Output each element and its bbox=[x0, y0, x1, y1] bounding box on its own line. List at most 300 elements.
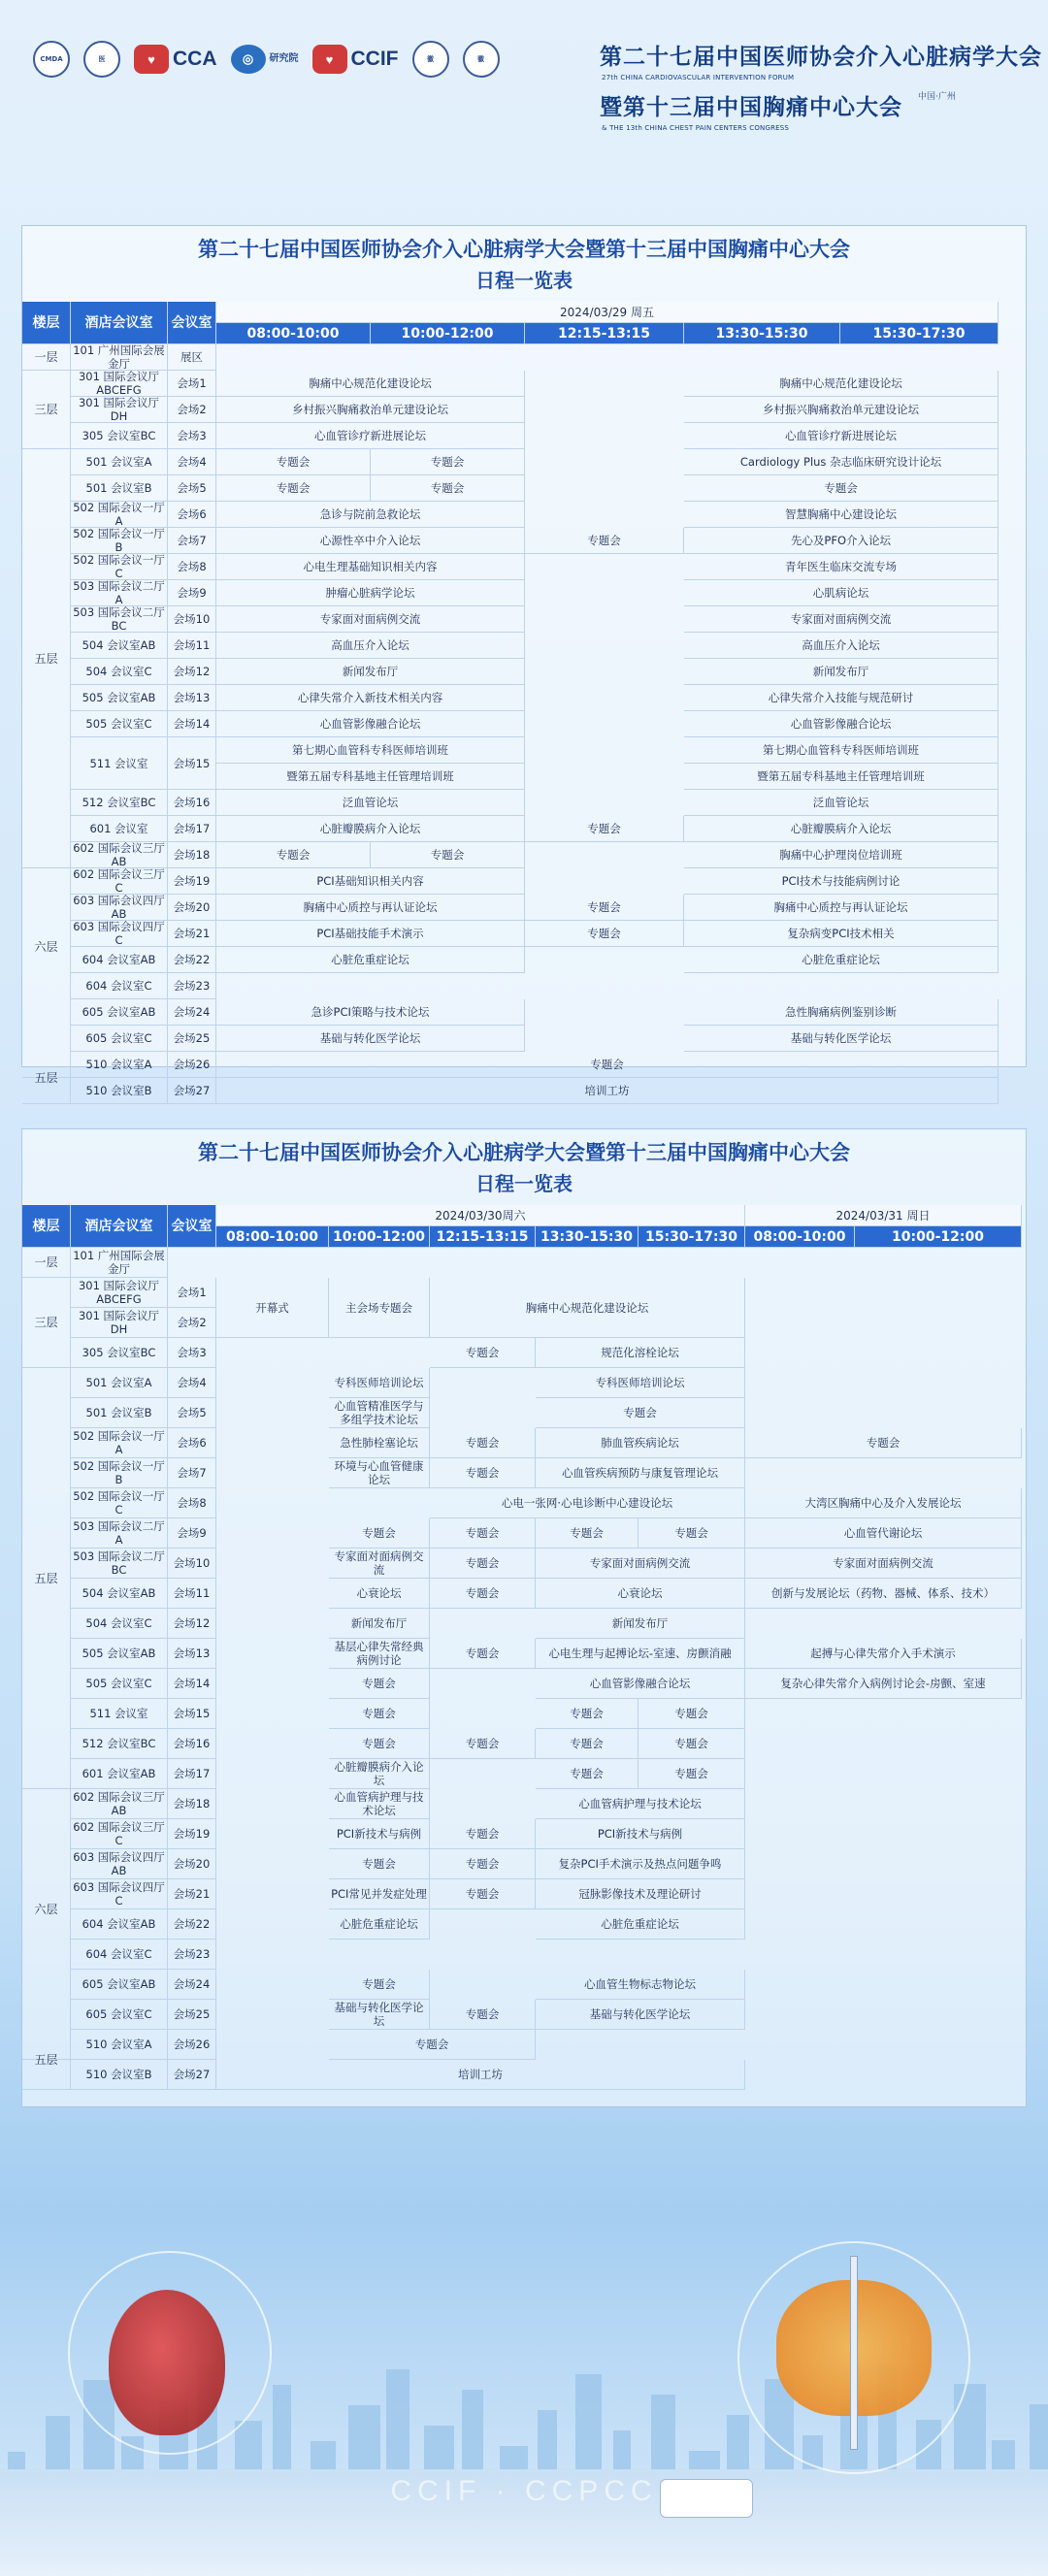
schedule-cell: 专题会 bbox=[329, 2030, 536, 2060]
schedule-cell: 心血管诊疗新进展论坛 bbox=[216, 423, 525, 449]
schedule-cell: 专题会 bbox=[745, 1428, 1022, 1458]
schedule-cell: 603 国际会议四厅AB bbox=[71, 895, 168, 921]
schedule-cell: 502 国际会议一厅C bbox=[71, 1488, 168, 1518]
schedule-cell: 心血管影像融合论坛 bbox=[536, 1669, 745, 1699]
floor-cell: 三层 bbox=[22, 371, 71, 449]
schedule-cell: 心血管诊疗新进展论坛 bbox=[684, 423, 999, 449]
schedule-cell: 专题会 bbox=[639, 1518, 745, 1549]
heart-illustration bbox=[109, 2290, 225, 2435]
schedule-cell: 心脏危重症论坛 bbox=[536, 1909, 745, 1940]
schedule-cell: 专题会 bbox=[329, 1970, 430, 2000]
schedule-cell: PCI基础知识相关内容 bbox=[216, 868, 525, 895]
schedule-cell: 展区 bbox=[168, 344, 216, 371]
schedule-cell: 暨第五届专科基地主任管理培训班 bbox=[684, 764, 999, 790]
floor-cell: 五层 bbox=[22, 1368, 71, 1789]
schedule-cell: 502 国际会议一厅B bbox=[71, 528, 168, 554]
footer-illustration bbox=[0, 2164, 1048, 2576]
schedule-cell: 604 会议室C bbox=[71, 1940, 168, 1970]
schedule-cell: 专题会 bbox=[216, 1052, 999, 1078]
schedule-cell: 501 会议室A bbox=[71, 1368, 168, 1398]
schedule-cell: 605 会议室AB bbox=[71, 999, 168, 1026]
schedule-cell: 复杂PCI手术演示及热点问题争鸣 bbox=[536, 1849, 745, 1879]
header-cell: 会议室 bbox=[168, 1205, 216, 1248]
schedule-cell: 会场27 bbox=[168, 1078, 216, 1104]
schedule-cell: 心血管疾病预防与康复管理论坛 bbox=[536, 1458, 745, 1488]
schedule-cell: 会场4 bbox=[168, 1368, 216, 1398]
floor-cell: 一层 bbox=[22, 1248, 71, 1278]
schedule-cell: 专题会 bbox=[430, 1879, 536, 1909]
schedule-cell: 专题会 bbox=[536, 1729, 639, 1759]
floor-cell: 五层 bbox=[22, 2030, 71, 2090]
schedule-cell: 专题会 bbox=[536, 1759, 639, 1789]
schedule-cell: 心血管精准医学与多组学技术论坛 bbox=[329, 1398, 430, 1428]
schedule-cell: 专题会 bbox=[430, 2000, 536, 2030]
conference-title-en-1: 27th CHINA CARDIOVASCULAR INTERVENTION FORUM bbox=[602, 74, 795, 82]
schedule-cell: 305 会议室BC bbox=[71, 423, 168, 449]
schedule-cell: 会场14 bbox=[168, 711, 216, 737]
schedule-cell: 会场17 bbox=[168, 816, 216, 842]
schedule-cell: 胸痛中心规范化建设论坛 bbox=[430, 1278, 745, 1338]
schedule-cell: 305 会议室BC bbox=[71, 1338, 168, 1368]
schedule-cell: 智慧胸痛中心建设论坛 bbox=[684, 502, 999, 528]
schedule-cell: 会场12 bbox=[168, 1609, 216, 1639]
schedule-cell: 301 国际会议厅DH bbox=[71, 397, 168, 423]
schedule-cell: 专题会 bbox=[430, 1428, 536, 1458]
schedule-cell: 501 会议室B bbox=[71, 1398, 168, 1428]
schedule-cell: 心脏危重症论坛 bbox=[329, 1909, 430, 1940]
schedule-cell: Cardiology Plus 杂志临床研究设计论坛 bbox=[684, 449, 999, 475]
schedule-cell: 专题会 bbox=[684, 475, 999, 502]
schedule-cell: 专科医师培训论坛 bbox=[329, 1368, 430, 1398]
schedule-cell: 会场23 bbox=[168, 1940, 216, 1970]
schedule-cell: PCI基础技能手术演示 bbox=[216, 921, 525, 947]
schedule-cell: 专题会 bbox=[329, 1669, 430, 1699]
schedule-cell: 主会场专题会 bbox=[329, 1278, 430, 1338]
header-cell: 酒店会议室 bbox=[71, 1205, 168, 1248]
page-header bbox=[0, 0, 1048, 146]
header-cell: 10:00-12:00 bbox=[329, 1226, 430, 1248]
schedule-cell: 503 国际会议二厅BC bbox=[71, 606, 168, 633]
schedule-cell: 第七期心血管科专科医师培训班 bbox=[684, 737, 999, 764]
schedule-cell: PCI技术与技能病例讨论 bbox=[684, 868, 999, 895]
schedule-cell: 心脏危重症论坛 bbox=[684, 947, 999, 973]
schedule-cell: 603 国际会议四厅C bbox=[71, 1879, 168, 1909]
schedule-cell: 会场1 bbox=[168, 1278, 216, 1308]
schedule-cell: 会场26 bbox=[168, 1052, 216, 1078]
schedule-cell: 第七期心血管科专科医师培训班 bbox=[216, 737, 525, 764]
schedule-cell: 605 会议室AB bbox=[71, 1970, 168, 2000]
association-logo: 医 bbox=[83, 41, 120, 78]
schedule-cell: 大湾区胸痛中心及介入发展论坛 bbox=[745, 1488, 1022, 1518]
header-cell: 15:30-17:30 bbox=[840, 323, 999, 344]
schedule-cell: 604 会议室AB bbox=[71, 1909, 168, 1940]
schedule-cell: 会场15 bbox=[168, 1699, 216, 1729]
schedule-cell: 专题会 bbox=[430, 1849, 536, 1879]
schedule-cell: 专题会 bbox=[536, 1398, 745, 1428]
emblem-logo-2: 徽 bbox=[463, 41, 500, 78]
floor-cell: 三层 bbox=[22, 1278, 71, 1368]
schedule-cell: 专题会 bbox=[430, 1549, 536, 1579]
schedule-cell: 601 会议室AB bbox=[71, 1759, 168, 1789]
schedule-cell: 会场18 bbox=[168, 1789, 216, 1819]
header-cell: 楼层 bbox=[22, 1205, 71, 1248]
schedule-cell: 心电生理与起搏论坛-室速、房颤消融 bbox=[536, 1639, 745, 1669]
sponsor-logos bbox=[33, 41, 500, 78]
schedule-cell: 505 会议室AB bbox=[71, 1639, 168, 1669]
schedule-cell: 专题会 bbox=[216, 475, 371, 502]
header-cell: 13:30-15:30 bbox=[684, 323, 840, 344]
schedule-cell: 602 国际会议三厅AB bbox=[71, 842, 168, 868]
schedule-cell: 会场24 bbox=[168, 1970, 216, 2000]
schedule-cell: 急性肺栓塞论坛 bbox=[329, 1428, 430, 1458]
schedule-cell: 高血压介入论坛 bbox=[684, 633, 999, 659]
schedule-cell: 专家面对面病例交流 bbox=[536, 1549, 745, 1579]
schedule-cell: 会场16 bbox=[168, 1729, 216, 1759]
schedule-cell: 胸痛中心护理岗位培训班 bbox=[684, 842, 999, 868]
schedule-cell: 心源性卒中介入论坛 bbox=[216, 528, 525, 554]
caduceus-icon bbox=[850, 2256, 858, 2450]
schedule-cell: 会场10 bbox=[168, 606, 216, 633]
schedule-cell: 会场9 bbox=[168, 1518, 216, 1549]
schedule-cell: 605 会议室C bbox=[71, 2000, 168, 2030]
header-cell: 酒店会议室 bbox=[71, 302, 168, 344]
schedule-cell: 专家面对面病例交流 bbox=[216, 606, 525, 633]
schedule-cell: 心肌病论坛 bbox=[684, 580, 999, 606]
schedule-cell: 505 会议室AB bbox=[71, 685, 168, 711]
schedule-cell: 504 会议室C bbox=[71, 1609, 168, 1639]
schedule-cell: 专题会 bbox=[639, 1759, 745, 1789]
schedule-panel-day1 bbox=[21, 225, 1027, 1097]
schedule-cell: 专题会 bbox=[430, 1458, 536, 1488]
schedule-cell: 会场25 bbox=[168, 2000, 216, 2030]
schedule-cell: 专科医师培训论坛 bbox=[536, 1368, 745, 1398]
schedule-cell: 专题会 bbox=[371, 842, 525, 868]
schedule-cell: 环境与心血管健康论坛 bbox=[329, 1458, 430, 1488]
schedule-cell: 510 会议室B bbox=[71, 2060, 168, 2090]
schedule-cell: 新闻发布厅 bbox=[536, 1609, 745, 1639]
schedule-cell: 规范化溶栓论坛 bbox=[536, 1338, 745, 1368]
schedule-cell: 乡村振兴胸痛救治单元建设论坛 bbox=[216, 397, 525, 423]
header-cell: 08:00-10:00 bbox=[216, 323, 371, 344]
schedule-cell: 会场6 bbox=[168, 1428, 216, 1458]
schedule-cell: 专家面对面病例交流 bbox=[684, 606, 999, 633]
schedule-cell: 504 会议室AB bbox=[71, 1579, 168, 1609]
schedule-cell: 冠脉影像技术及理论研讨 bbox=[536, 1879, 745, 1909]
floor-cell: 一层 bbox=[22, 344, 71, 371]
schedule-cell: 101 广州国际会展金厅 bbox=[71, 344, 168, 371]
schedule-cell: 604 会议室AB bbox=[71, 947, 168, 973]
schedule-cell: 专题会 bbox=[329, 1849, 430, 1879]
schedule-cell: 心血管影像融合论坛 bbox=[684, 711, 999, 737]
panel-subtitle: 日程一览表 bbox=[475, 269, 573, 292]
schedule-cell: 会场22 bbox=[168, 947, 216, 973]
schedule-cell: 会场24 bbox=[168, 999, 216, 1026]
schedule-cell: 专题会 bbox=[639, 1699, 745, 1729]
footer-watermark: CCIF · CCPCC bbox=[390, 2475, 658, 2507]
schedule-cell: 510 会议室A bbox=[71, 2030, 168, 2060]
schedule-cell: 心血管病护理与技术论坛 bbox=[536, 1789, 745, 1819]
panel-title: 第二十七届中国医师协会介入心脏病学大会暨第十三届中国胸痛中心大会 bbox=[198, 238, 850, 261]
schedule-cell: 会场19 bbox=[168, 1819, 216, 1849]
schedule-cell: 乡村振兴胸痛救治单元建设论坛 bbox=[684, 397, 999, 423]
schedule-cell: 心血管影像融合论坛 bbox=[216, 711, 525, 737]
schedule-cell: 602 国际会议三厅AB bbox=[71, 1789, 168, 1819]
schedule-cell: 会场5 bbox=[168, 475, 216, 502]
cmda-logo: CMDA bbox=[33, 41, 70, 78]
schedule-cell: 青年医生临床交流专场 bbox=[684, 554, 999, 580]
schedule-cell: 会场5 bbox=[168, 1398, 216, 1428]
schedule-cell: 肿瘤心脏病学论坛 bbox=[216, 580, 525, 606]
schedule-cell: 复杂心律失常介入病例讨论会-房颤、室速 bbox=[745, 1669, 1022, 1699]
floor-cell: 六层 bbox=[22, 816, 71, 1078]
schedule-cell: 会场10 bbox=[168, 1549, 216, 1579]
schedule-cell: 会场26 bbox=[168, 2030, 216, 2060]
schedule-cell: 专题会 bbox=[536, 1518, 639, 1549]
schedule-cell: 505 会议室C bbox=[71, 1669, 168, 1699]
schedule-cell: 开幕式 bbox=[216, 1278, 329, 1338]
schedule-grid bbox=[22, 1205, 1026, 2090]
schedule-cell: 复杂病变PCI技术相关 bbox=[684, 921, 999, 947]
conference-title-cn-1: 第二十七届中国医师协会介入心脏病学大会 bbox=[600, 44, 1042, 70]
schedule-cell: 会场19 bbox=[168, 868, 216, 895]
schedule-cell: 503 国际会议二厅A bbox=[71, 1518, 168, 1549]
schedule-cell: 会场17 bbox=[168, 1759, 216, 1789]
schedule-cell: 会场3 bbox=[168, 1338, 216, 1368]
schedule-cell: 会场27 bbox=[168, 2060, 216, 2090]
schedule-cell: 专题会 bbox=[525, 528, 684, 554]
schedule-cell: 511 会议室 bbox=[71, 1699, 168, 1729]
date-cell: 2024/03/30周六 bbox=[216, 1205, 745, 1226]
schedule-cell: 心血管生物标志物论坛 bbox=[536, 1970, 745, 2000]
schedule-cell: 501 会议室B bbox=[71, 475, 168, 502]
schedule-cell: 512 会议室BC bbox=[71, 1729, 168, 1759]
schedule-cell: 新闻发布厅 bbox=[216, 659, 525, 685]
schedule-cell: 会场20 bbox=[168, 1849, 216, 1879]
schedule-cell: 会场12 bbox=[168, 659, 216, 685]
schedule-cell: 专题会 bbox=[525, 921, 684, 947]
schedule-cell: 心律失常介入新技术相关内容 bbox=[216, 685, 525, 711]
schedule-cell: 专题会 bbox=[430, 1338, 536, 1368]
floor-cell: 五层 bbox=[22, 1052, 71, 1104]
schedule-cell: 高血压介入论坛 bbox=[216, 633, 525, 659]
schedule-cell: 101 广州国际会展金厅 bbox=[71, 1248, 168, 1278]
schedule-cell: 急诊PCI策略与技术论坛 bbox=[216, 999, 525, 1026]
schedule-cell: 心衰论坛 bbox=[536, 1579, 745, 1609]
schedule-cell: 511 会议室 bbox=[71, 737, 168, 790]
schedule-cell: 培训工坊 bbox=[216, 2060, 745, 2090]
schedule-cell: 会场23 bbox=[168, 973, 216, 999]
schedule-cell: 会场22 bbox=[168, 1909, 216, 1940]
schedule-cell: 急性胸痛病例鉴别诊断 bbox=[684, 999, 999, 1026]
schedule-cell: 心血管代谢论坛 bbox=[745, 1518, 1022, 1549]
conference-title bbox=[600, 39, 1042, 140]
schedule-cell: 510 会议室B bbox=[71, 1078, 168, 1104]
schedule-cell: 会场1 bbox=[168, 371, 216, 397]
header-cell: 10:00-12:00 bbox=[371, 323, 525, 344]
schedule-cell: 301 国际会议厅DH bbox=[71, 1308, 168, 1338]
schedule-cell: 基础与转化医学论坛 bbox=[684, 1026, 999, 1052]
schedule-cell: 504 会议室C bbox=[71, 659, 168, 685]
schedule-cell: 301 国际会议厅ABCEFG bbox=[71, 371, 168, 397]
schedule-cell: 胸痛中心规范化建设论坛 bbox=[216, 371, 525, 397]
schedule-cell: 专题会 bbox=[430, 1579, 536, 1609]
date-cell: 2024/03/29 周五 bbox=[216, 302, 999, 323]
emblem-logo: 徽 bbox=[412, 41, 449, 78]
schedule-cell: 502 国际会议一厅A bbox=[71, 1428, 168, 1458]
schedule-cell: 专题会 bbox=[371, 449, 525, 475]
city-brand: 中国·广州 bbox=[918, 92, 956, 102]
schedule-cell: 基础与转化医学论坛 bbox=[329, 2000, 430, 2030]
schedule-cell: 专题会 bbox=[216, 842, 371, 868]
schedule-cell: 会场3 bbox=[168, 423, 216, 449]
schedule-cell: 专题会 bbox=[430, 1729, 536, 1759]
schedule-cell: 专题会 bbox=[329, 1729, 430, 1759]
conference-title-cn-2: 暨第十三届中国胸痛中心大会 bbox=[600, 94, 902, 120]
header-cell: 会议室 bbox=[168, 302, 216, 344]
schedule-cell: 专题会 bbox=[329, 1518, 430, 1549]
schedule-cell: 会场9 bbox=[168, 580, 216, 606]
schedule-cell: 急诊与院前急救论坛 bbox=[216, 502, 525, 528]
schedule-cell: PCI常见并发症处理 bbox=[329, 1879, 430, 1909]
schedule-panel-day2-3 bbox=[21, 1128, 1027, 2107]
schedule-cell: 会场13 bbox=[168, 685, 216, 711]
schedule-cell: 新闻发布厅 bbox=[684, 659, 999, 685]
schedule-cell: 604 会议室C bbox=[71, 973, 168, 999]
schedule-cell: 会场7 bbox=[168, 528, 216, 554]
schedule-cell: 基层心律失常经典病例讨论 bbox=[329, 1639, 430, 1669]
schedule-cell: 泛血管论坛 bbox=[216, 790, 525, 816]
conference-title-en-2: & THE 13th CHINA CHEST PAIN CENTERS CONGRESS bbox=[602, 124, 790, 132]
schedule-cell: 502 国际会议一厅A bbox=[71, 502, 168, 528]
schedule-cell: PCI新技术与病例 bbox=[329, 1819, 430, 1849]
schedule-cell: 心电生理基础知识相关内容 bbox=[216, 554, 525, 580]
header-cell: 12:15-13:15 bbox=[430, 1226, 536, 1248]
institute-logo: ◎ 研究院 bbox=[231, 45, 299, 74]
institute-icon: ◎ bbox=[231, 45, 266, 74]
schedule-cell: 605 会议室C bbox=[71, 1026, 168, 1052]
schedule-cell: 心脏瓣膜病介入论坛 bbox=[216, 816, 525, 842]
schedule-cell: 602 国际会议三厅C bbox=[71, 868, 168, 895]
schedule-cell: 601 会议室 bbox=[71, 816, 168, 842]
schedule-cell: 新闻发布厅 bbox=[329, 1609, 430, 1639]
panel-subtitle: 日程一览表 bbox=[475, 1172, 573, 1195]
schedule-cell: 会场11 bbox=[168, 1579, 216, 1609]
header-cell: 08:00-10:00 bbox=[745, 1226, 855, 1248]
schedule-cell: 心脏瓣膜病介入论坛 bbox=[684, 816, 999, 842]
schedule-cell: 心脏危重症论坛 bbox=[216, 947, 525, 973]
schedule-cell: 专题会 bbox=[329, 1699, 430, 1729]
schedule-cell: 会场6 bbox=[168, 502, 216, 528]
ccif-logo: ♥ CCIF bbox=[312, 45, 399, 74]
schedule-cell: 暨第五届专科基地主任管理培训班 bbox=[216, 764, 525, 790]
schedule-cell: 505 会议室C bbox=[71, 711, 168, 737]
header-cell: 08:00-10:00 bbox=[216, 1226, 329, 1248]
schedule-cell: 专题会 bbox=[639, 1729, 745, 1759]
schedule-cell: 502 国际会议一厅C bbox=[71, 554, 168, 580]
schedule-cell: 会场16 bbox=[168, 790, 216, 816]
schedule-cell: 基础与转化医学论坛 bbox=[536, 2000, 745, 2030]
schedule-cell: 专家面对面病例交流 bbox=[329, 1549, 430, 1579]
schedule-cell: 501 会议室A bbox=[71, 449, 168, 475]
schedule-cell: 专题会 bbox=[216, 449, 371, 475]
header-cell: 10:00-12:00 bbox=[855, 1226, 1022, 1248]
panel-title: 第二十七届中国医师协会介入心脏病学大会暨第十三届中国胸痛中心大会 bbox=[198, 1141, 850, 1164]
schedule-cell: 503 国际会议二厅A bbox=[71, 580, 168, 606]
schedule-cell: 专家面对面病例交流 bbox=[745, 1549, 1022, 1579]
schedule-cell: 专题会 bbox=[525, 816, 684, 842]
floor-cell: 六层 bbox=[22, 1759, 71, 2060]
header-cell: 楼层 bbox=[22, 302, 71, 344]
schedule-cell: 泛血管论坛 bbox=[684, 790, 999, 816]
schedule-cell: 603 国际会议四厅AB bbox=[71, 1849, 168, 1879]
schedule-cell: 胸痛中心规范化建设论坛 bbox=[684, 371, 999, 397]
schedule-cell: 创新与发展论坛（药物、器械、体系、技术） bbox=[745, 1579, 1022, 1609]
cca-logo: ♥ CCA bbox=[134, 45, 217, 74]
schedule-cell: 胸痛中心质控与再认证论坛 bbox=[684, 895, 999, 921]
schedule-cell: 心电一张网·心电诊断中心建设论坛 bbox=[430, 1488, 745, 1518]
schedule-cell: 603 国际会议四厅C bbox=[71, 921, 168, 947]
schedule-cell: 会场4 bbox=[168, 449, 216, 475]
schedule-cell: 会场8 bbox=[168, 554, 216, 580]
schedule-cell: 起搏与心律失常介入手术演示 bbox=[745, 1639, 1022, 1669]
schedule-cell: 会场14 bbox=[168, 1669, 216, 1699]
schedule-cell: 会场13 bbox=[168, 1639, 216, 1669]
schedule-cell: 会场15 bbox=[168, 737, 216, 790]
schedule-cell: 会场2 bbox=[168, 1308, 216, 1338]
schedule-cell: 培训工坊 bbox=[216, 1078, 999, 1104]
schedule-cell: 专题会 bbox=[371, 475, 525, 502]
header-cell: 15:30-17:30 bbox=[639, 1226, 745, 1248]
schedule-cell: 先心及PFO介入论坛 bbox=[684, 528, 999, 554]
date-cell: 2024/03/31 周日 bbox=[745, 1205, 1022, 1226]
schedule-cell: 会场2 bbox=[168, 397, 216, 423]
heart-hands-icon: ♥ bbox=[134, 45, 169, 74]
schedule-cell: 会场25 bbox=[168, 1026, 216, 1052]
schedule-cell: 510 会议室A bbox=[71, 1052, 168, 1078]
schedule-cell: 专题会 bbox=[430, 1518, 536, 1549]
schedule-cell: 会场11 bbox=[168, 633, 216, 659]
schedule-grid bbox=[22, 302, 1026, 1104]
schedule-cell: 502 国际会议一厅B bbox=[71, 1458, 168, 1488]
header-cell: 13:30-15:30 bbox=[536, 1226, 639, 1248]
schedule-cell: 会场8 bbox=[168, 1488, 216, 1518]
schedule-cell: 会场21 bbox=[168, 1879, 216, 1909]
heart-icon: ♥ bbox=[312, 45, 347, 74]
schedule-cell: 504 会议室AB bbox=[71, 633, 168, 659]
schedule-cell: 心律失常介入技能与规范研讨 bbox=[684, 685, 999, 711]
schedule-cell: 会场7 bbox=[168, 1458, 216, 1488]
header-cell: 12:15-13:15 bbox=[525, 323, 684, 344]
schedule-cell: 胸痛中心质控与再认证论坛 bbox=[216, 895, 525, 921]
schedule-cell: 503 国际会议二厅BC bbox=[71, 1549, 168, 1579]
schedule-cell: 会场21 bbox=[168, 921, 216, 947]
schedule-cell: 基础与转化医学论坛 bbox=[216, 1026, 525, 1052]
schedule-cell: 会场18 bbox=[168, 842, 216, 868]
schedule-cell: 心脏瓣膜病介入论坛 bbox=[329, 1759, 430, 1789]
schedule-cell: 专题会 bbox=[430, 1639, 536, 1669]
schedule-cell: 心血管病护理与技术论坛 bbox=[329, 1789, 430, 1819]
schedule-cell: PCI新技术与病例 bbox=[536, 1819, 745, 1849]
floor-cell: 五层 bbox=[22, 449, 71, 868]
schedule-cell: 602 国际会议三厅C bbox=[71, 1819, 168, 1849]
schedule-cell: 会场20 bbox=[168, 895, 216, 921]
schedule-cell: 肺血管疾病论坛 bbox=[536, 1428, 745, 1458]
schedule-cell: 512 会议室BC bbox=[71, 790, 168, 816]
schedule-cell: 301 国际会议厅ABCEFG bbox=[71, 1278, 168, 1308]
schedule-cell: 专题会 bbox=[536, 1699, 639, 1729]
schedule-cell: 专题会 bbox=[525, 895, 684, 921]
schedule-cell: 心衰论坛 bbox=[329, 1579, 430, 1609]
